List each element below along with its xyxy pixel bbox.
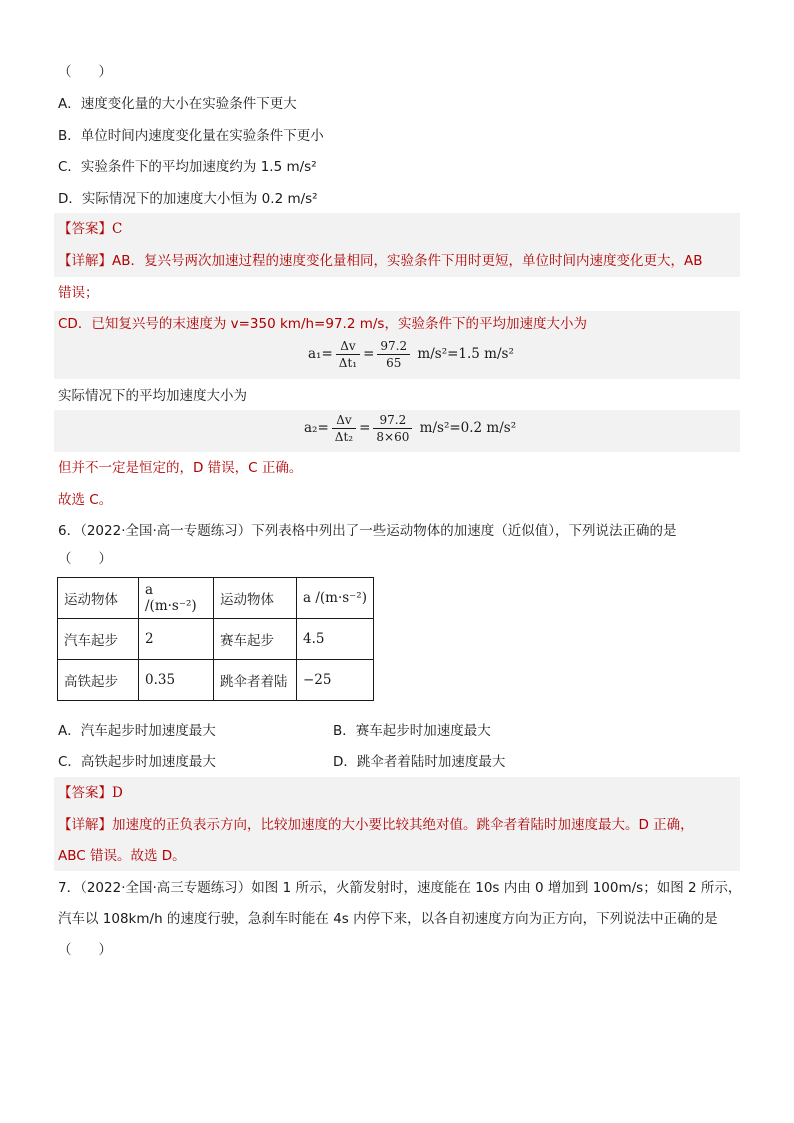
table-header-cell: 运动物体 bbox=[58, 578, 139, 619]
q5-conclusion: 故选 C。 bbox=[58, 492, 113, 508]
fraction: $\frac{97.2}{8\times 60}$ bbox=[373, 412, 412, 445]
q5-option-d: D．实际情况下的加速度大小恒为 0.2 m/s² bbox=[58, 191, 318, 207]
q5-detail-line2: 错误； bbox=[58, 285, 99, 301]
answer-value: C bbox=[112, 221, 123, 237]
detail-tag: 【详解】 bbox=[58, 817, 112, 833]
q6-option-b: B．赛车起步时加速度最大 bbox=[333, 723, 491, 739]
table-cell: 4.5 bbox=[297, 619, 374, 660]
table-cell: 汽车起步 bbox=[58, 619, 139, 660]
q5-detail-line4: 实际情况下的平均加速度大小为 bbox=[58, 388, 247, 404]
table-header-cell: a /(m·s⁻²) bbox=[297, 578, 374, 619]
q5-detail-line3: CD．已知复兴号的末速度为 v=350 km/h=97.2 m/s，实验条件下的平均加速度大小为 bbox=[58, 316, 587, 332]
q6-stem: 6．（2022·全国·高一专题练习）下列表格中列出了一些运动物体的加速度（近似值），下列说法正确的是 bbox=[58, 523, 677, 539]
table-cell: 2 bbox=[139, 619, 214, 660]
q6-answer bbox=[58, 783, 123, 803]
q5-formula1: a₁= $\frac{\Delta v}{\text{Δt₁}}$ = $\frac{97.2}{65}$ m/s²=1.5 m/s² bbox=[308, 339, 514, 370]
table-header-cell: 运动物体 bbox=[214, 578, 297, 619]
fraction: $\frac{\Delta v}{\text{Δt₂}}$ bbox=[332, 412, 356, 445]
q5-detail-line1: 【详解】AB．复兴号两次加速过程的速度变化量相同，实验条件下用时更短，单位时间内速度变化更大，AB bbox=[58, 253, 703, 269]
fraction: $\frac{97.2}{65}$ bbox=[377, 338, 410, 371]
q6-detail-line2: ABC 错误。故选 D。 bbox=[58, 848, 186, 864]
table-row bbox=[58, 619, 374, 660]
q6-option-a: A．汽车起步时加速度最大 bbox=[58, 723, 216, 739]
q7-line1: 7．（2022·全国·高三专题练习）如图 1 所示，火箭发射时，速度能在 10s 内由 0 增加到 100m/s；如图 2 所示， bbox=[58, 880, 742, 896]
table-row bbox=[58, 578, 374, 619]
table-header-cell: a /(m·s⁻²) bbox=[139, 578, 214, 619]
answer-tag: 【答案】 bbox=[58, 221, 112, 237]
answer-tag: 【答案】 bbox=[58, 785, 112, 801]
q5-formula2: a₂= $\frac{\Delta v}{\text{Δt₂}}$ = $\frac{97.2}{8\times 60}$ m/s²=0.2 m/s² bbox=[304, 413, 517, 444]
table-cell: 跳伞者着陆 bbox=[214, 660, 297, 701]
detail-tag: 【详解】 bbox=[58, 253, 112, 269]
q5-option-b: B．单位时间内速度变化量在实验条件下更小 bbox=[58, 128, 324, 144]
q5-option-c: C．实验条件下的平均加速度约为 1.5 m/s² bbox=[58, 159, 317, 175]
answer-value: D bbox=[112, 785, 123, 801]
q5-paren: （ ） bbox=[58, 64, 112, 80]
fraction: $\frac{\Delta v}{\text{Δt₁}}$ bbox=[336, 338, 360, 371]
q6-option-c: C．高铁起步时加速度最大 bbox=[58, 754, 216, 770]
q7-line2: 汽车以 108km/h 的速度行驶，急刹车时能在 4s 内停下来，以各自初速度方向为正方向，下列说法中正确的是 bbox=[58, 911, 718, 927]
q5-detail-line5: 但并不一定是恒定的，D 错误，C 正确。 bbox=[58, 460, 303, 476]
table-cell: 0.35 bbox=[139, 660, 214, 701]
table-cell: −25 bbox=[297, 660, 374, 701]
q7-paren: （ ） bbox=[58, 942, 112, 958]
table-cell: 高铁起步 bbox=[58, 660, 139, 701]
table-cell: 赛车起步 bbox=[214, 619, 297, 660]
q6-paren: （ ） bbox=[58, 551, 112, 567]
q5-option-a: A．速度变化量的大小在实验条件下更大 bbox=[58, 96, 297, 112]
acceleration-table bbox=[57, 577, 374, 701]
q5-answer bbox=[58, 219, 122, 239]
q6-detail-line1: 【详解】加速度的正负表示方向，比较加速度的大小要比较其绝对值。跳伞者着陆时加速度最大。D 正确， bbox=[58, 817, 694, 833]
q6-option-d: D．跳伞者着陆时加速度最大 bbox=[333, 754, 506, 770]
table-row bbox=[58, 660, 374, 701]
